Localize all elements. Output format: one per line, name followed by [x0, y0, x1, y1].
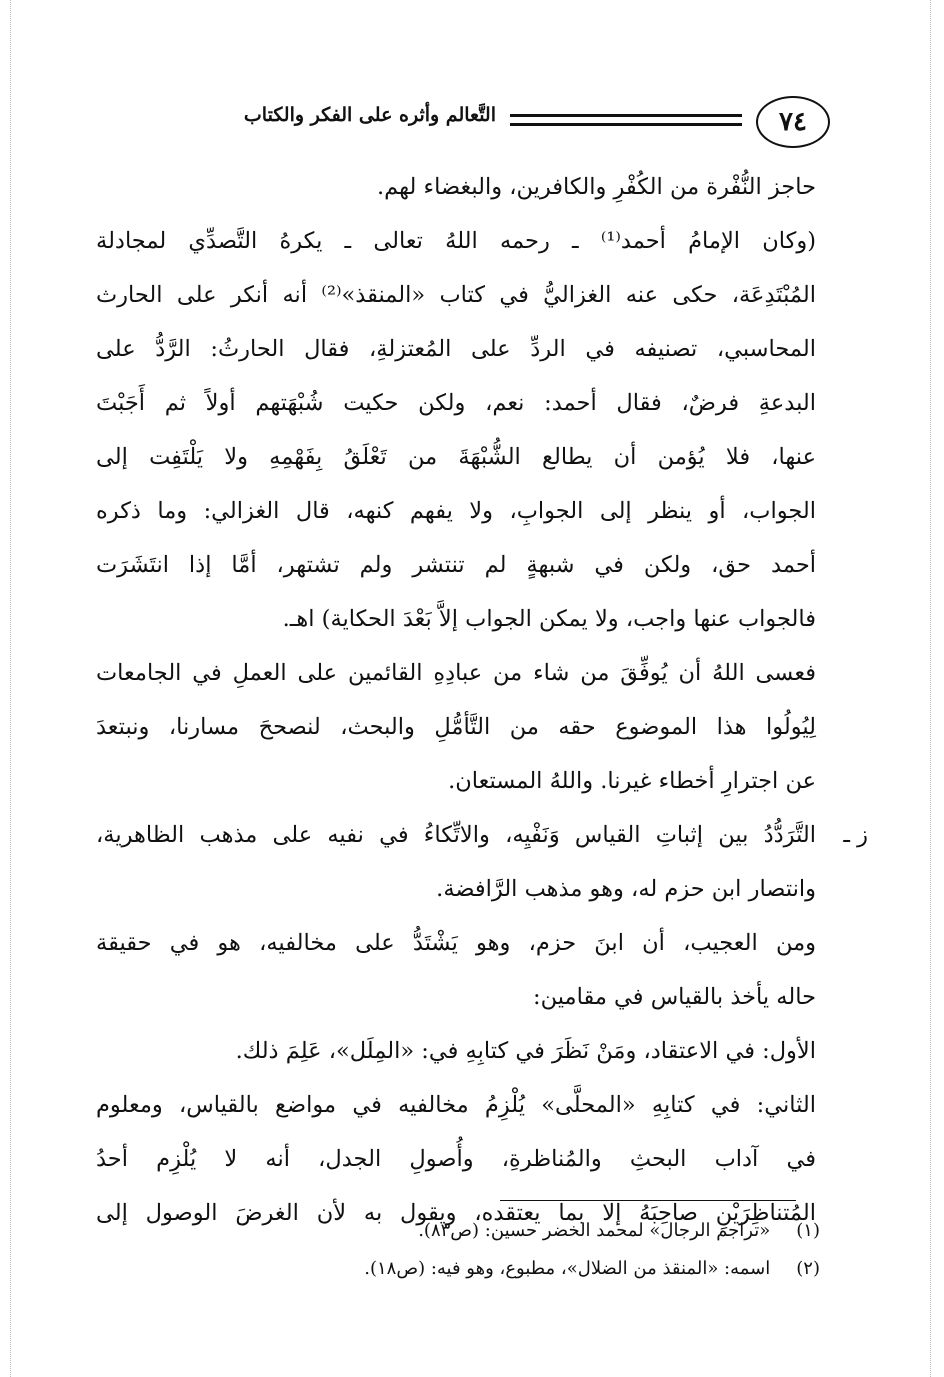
text-line: البدعةِ فرضٌ، فقال أحمد: نعم، ولكن حكيت شُبْهَتهم أولاً ثم أَجَبْتَ	[96, 390, 816, 416]
text-line: المحاسبي، تصنيفه في الردِّ على المُعتزلةِ، فقال الحارثُ: الرَّدُّ على	[96, 336, 816, 362]
footnote-text: اسمه: «المنقذ من الضلال»، مطبوع، وهو فيه: (ص١٨).	[364, 1258, 771, 1279]
text-line: ومن العجيب، أن ابنَ حزم، وهو يَشْتَدُّ على مخالفيه، هو في حقيقة	[96, 930, 816, 956]
text-line: لِيُولُوا هذا الموضوع حقه من التَّأمُّلِ والبحث، لنصححَ مسارنا، ونبتعدَ	[96, 714, 816, 740]
text-line: في آداب البحثِ والمُناظرةِ، وأُصولِ الجدل، أنه لا يُلْزِم أحدُ	[96, 1146, 816, 1172]
text-line: التَّرَدُّدُ بين إثباتِ القياس وَنَفْيِه، والاتِّكاءُ في نفيه على مذهب الظاهرية،	[96, 822, 816, 848]
text-line: المُبْتَدِعَة، حكى عنه الغزاليُّ في كتاب «المنقذ»⁽²⁾ أنه أنكر على الحارث	[96, 282, 816, 308]
footnote	[200, 1212, 820, 1250]
text-line: (وكان الإمامُ أحمد⁽¹⁾ ـ رحمه اللهُ تعالى ـ يكرهُ التَّصدِّي لمجادلة	[96, 228, 816, 254]
footnote-number: (١)	[796, 1220, 820, 1241]
text-line: عن اجترارِ أخطاء غيرنا. واللهُ المستعان.	[448, 768, 816, 794]
text-line: الأول: في الاعتقاد، ومَنْ نَظَرَ في كتابِهِ في: «المِلَل»، عَلِمَ ذلك.	[235, 1038, 816, 1064]
footnotes	[200, 1212, 820, 1288]
footnote-separator	[500, 1200, 796, 1201]
main-text	[96, 160, 868, 1240]
text-line: عنها، فلا يُؤمن أن يطالع الشُّبْهَةَ من تَعْلَقُ بِفَهْمِهِ ولا يَلْتَفِت إلى	[96, 444, 816, 470]
item-marker: ز ـ	[843, 822, 868, 848]
text-line: وانتصار ابن حزم له، وهو مذهب الرَّافضة.	[436, 876, 816, 902]
scan-edge-left	[10, 0, 12, 1377]
text-line: أحمد حق، ولكن في شبهةٍ لم تنتشر ولم تشتهر، أمَّا إذا انتَشَرَت	[96, 552, 816, 578]
text-line: المُتناظِرَيْنِ صاحِبَهُ إلا بما يعتقده، ويقول به لأن الغرضَ الوصول إلى	[96, 1200, 816, 1226]
text-line: فعسى اللهُ أن يُوفِّقَ من شاء من عبادِهِ القائمين على العملِ في الجامعات	[96, 660, 816, 686]
text-line: الجواب، أو ينظر إلى الجوابِ، ولا يفهم كنهه، قال الغزالي: وما ذكره	[96, 498, 816, 524]
page-number: ٧٤	[756, 96, 830, 148]
footnote-text: «تراجم الرجال» لمحمد الخضر حسين: (ص٨٣).	[418, 1220, 771, 1241]
text-line: حاجز النُّفْرة من الكُفْرِ والكافرين، والبغضاء لهم.	[377, 174, 816, 200]
scan-edge-right	[930, 0, 932, 1377]
footnote	[200, 1250, 820, 1288]
page-header	[90, 96, 830, 152]
text-line: فالجواب عنها واجب، ولا يمكن الجواب إلاَّ بَعْدَ الحكاية) اهـ.	[282, 606, 816, 632]
text-line: الثاني: في كتابِهِ «المحلَّى» يُلْزِمُ مخالفيه في مواضع بالقياس، ومعلوم	[96, 1092, 816, 1118]
text-line: حاله يأخذ بالقياس في مقامين:	[533, 984, 816, 1010]
running-title: التَّعالم وأثره على الفكر والكتاب	[243, 104, 496, 126]
list-item-line	[96, 808, 868, 862]
footnote-number: (٢)	[796, 1258, 820, 1279]
header-double-rule	[510, 114, 742, 126]
